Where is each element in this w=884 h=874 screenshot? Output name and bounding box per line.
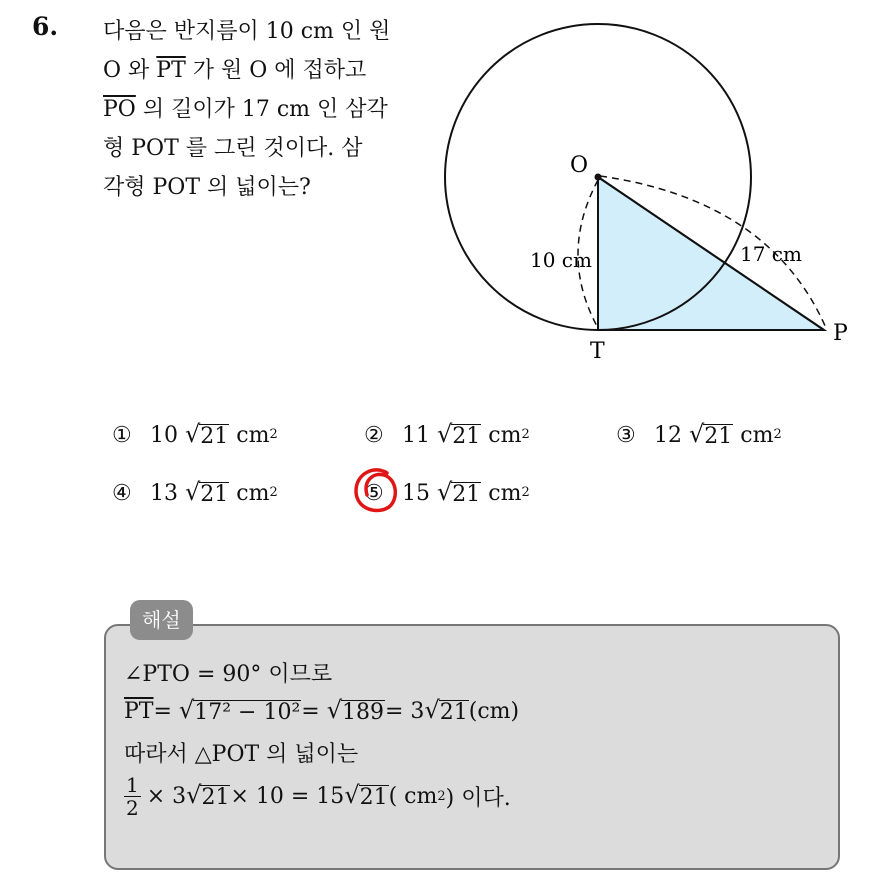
segment-pt: $\overline{PT}$	[156, 58, 186, 83]
label-radius: 10 cm	[530, 248, 592, 272]
choice-5-mark: ⑤	[364, 481, 402, 506]
question-line-5: 각형 POT 의 넓이는?	[103, 175, 311, 200]
choice-3[interactable]: ③ 12 √ 21 cm 2	[616, 420, 782, 449]
question-line-2: O 와 $\overline{PT}$ 가 원 O 에 접하고	[103, 58, 367, 83]
question-text	[103, 12, 413, 207]
sqrt-icon: √ 189	[326, 696, 384, 725]
sqrt-icon: √ 17² − 10²	[178, 696, 301, 725]
geometry-figure	[440, 10, 860, 370]
sqrt-icon: √ 21	[437, 478, 481, 507]
sqrt-icon: √ 21	[185, 478, 229, 507]
choice-4-mark: ④	[112, 480, 132, 506]
sqrt-icon: √ 21	[437, 420, 481, 449]
choice-4[interactable]: ④ 13 √ 21 cm 2	[112, 478, 278, 507]
sqrt-icon: √ 21	[344, 781, 388, 811]
solution-line-2: $\overline{PT}$ = √ 17² − 10² = √ 189 = 3 √ 21 (cm)	[124, 696, 520, 725]
choice-2[interactable]: ② 11 √ 21 cm 2	[364, 420, 530, 449]
center-point-o	[595, 174, 602, 181]
segment-po: $\overline{PO}$	[103, 97, 136, 122]
fraction-half: $\frac{1}{2}$	[126, 773, 139, 820]
choice-2-mark: ②	[364, 422, 384, 448]
solution-line-4: $\frac{1}{2}$ × 3 √ 21 × 10 = 15 √ 21 ( cm 2 ) 이다.	[126, 773, 511, 820]
solution-tag: 해설	[130, 600, 193, 640]
question-line-1: 다음은 반지름이 10 cm 인 원	[103, 19, 391, 44]
sqrt-icon: √ 21	[424, 696, 468, 725]
choice-1[interactable]: ① 10 √ 21 cm 2	[112, 420, 278, 449]
solution-line-3: 따라서 △POT 의 넓이는	[124, 742, 359, 767]
question-number: 6.	[32, 12, 59, 41]
sqrt-icon: √ 21	[185, 420, 229, 449]
label-p: P	[833, 321, 848, 346]
question-line-3: $\overline{PO}$ 의 길이가 17 cm 인 삼각	[103, 97, 388, 122]
label-t: T	[590, 339, 605, 364]
choice-1-mark: ①	[112, 422, 132, 448]
choice-5[interactable]: ⑤ 15 √ 21 cm 2	[364, 480, 530, 506]
solution-line-1: ∠PTO = 90° 이므로	[124, 662, 333, 687]
label-hypotenuse: 17 cm	[740, 242, 802, 266]
choice-3-mark: ③	[616, 422, 636, 448]
sqrt-icon: √ 21	[689, 420, 733, 449]
label-o: O	[570, 153, 589, 178]
question-line-4: 형 POT 를 그린 것이다. 삼	[103, 136, 363, 161]
sqrt-icon: √ 21	[186, 781, 230, 811]
